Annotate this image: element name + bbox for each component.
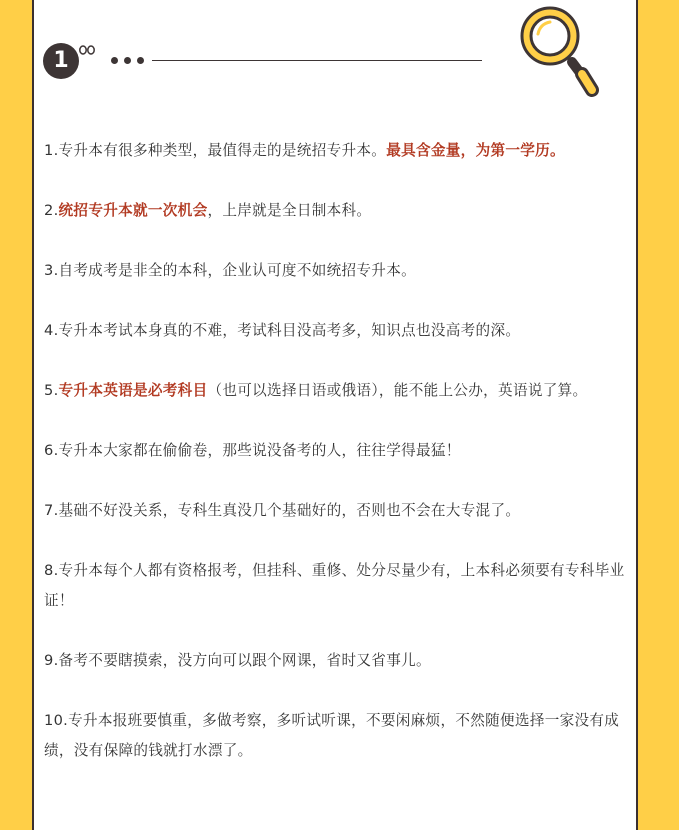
highlight-text: 最具含金量，为第一学历。 [386,142,565,159]
list-item: 5.专升本英语是必考科目（也可以选择日语或俄语），能不能上公办，英语说了算。 [44,382,588,399]
section-header [34,0,636,110]
list-item: 4.专升本考试本身真的不难，考试科目没高考多，知识点也没高考的深。 [44,322,521,339]
dot [137,57,144,64]
list-item: 10.专升本报班要慎重，多做考察，多听试听课，不要闲麻烦，不然随便选择一家没有成绩，没有保障的钱就打水漂了。 [44,712,620,759]
tips-list [44,136,626,796]
highlight-text: 统招专升本就一次机会 [58,202,208,219]
decorative-dots [111,57,147,65]
list-item: 2.统招专升本就一次机会，上岸就是全日制本科。 [44,202,372,219]
list-item: 6.专升本大家都在偷偷卷，那些说没备考的人，往往学得最猛！ [44,442,461,459]
quote-icon [78,44,96,62]
dot [111,57,118,64]
list-item: 8.专升本每个人都有资格报考，但挂科、重修、处分尽量少有，上本科必须要有专科毕业证！ [44,562,625,609]
list-item: 3.自考成考是非全的本科，企业认可度不如统招专升本。 [44,262,416,279]
highlight-text: 专升本英语是必考科目 [58,382,208,399]
dot [124,57,131,64]
section-number-badge: 1 [43,43,79,79]
article-card [32,0,638,830]
header-divider [152,60,482,61]
list-item: 7.基础不好没关系，专科生真没几个基础好的，否则也不会在大专混了。 [44,502,521,519]
magnifying-glass-icon [516,2,600,102]
list-item: 1.专升本有很多种类型，最值得走的是统招专升本。最具含金量，为第一学历。 [44,142,565,159]
list-item: 9.备考不要瞎摸索，没方向可以跟个网课，省时又省事儿。 [44,652,431,669]
